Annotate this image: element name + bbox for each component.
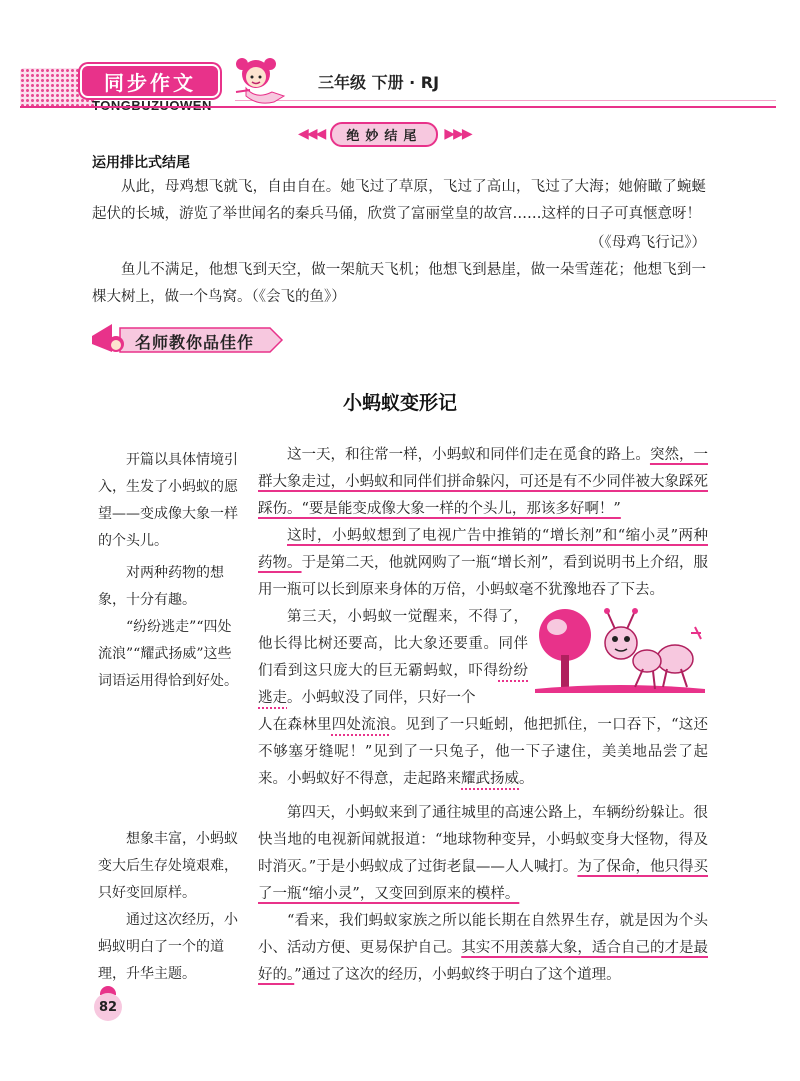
essay-paragraph-3-part-1: [258, 604, 528, 712]
essay-text: 。见到了一只蚯蚓，他把抓住，一口吞下，“这还不够塞牙缝呢！”见到了一只兔子，他一下子逮住，美美地品尝了起来。小蚂蚁好不得意，走起路来: [258, 717, 708, 787]
giant-ant-illustration: [535, 603, 705, 693]
underlined-text: 为了保命，他只得买了一瓶“缩小灵”，又变回到原来的模样。: [258, 859, 708, 902]
side-note-5: 通过这次经历，小蚂蚁明白了一个的道理，升华主题。: [98, 912, 238, 982]
series-title: 同步作文: [80, 64, 220, 98]
chevrons-left-icon: ◀◀◀: [298, 126, 325, 142]
essay-text: 。小蚂蚁没了同伴，只好一个: [287, 690, 476, 706]
technique-heading: 运用排比式结尾: [92, 155, 190, 171]
grade-label: 三年级 下册 · RJ: [318, 73, 440, 92]
essay-text: 第四天，小蚂蚁来到了通往城里的高速公路上，车辆纷纷躲让。很快当地的电视新闻就报道：“地球物种变异，小蚂蚁变身大怪物，得及时消灭。”于是小蚂蚁成了过街老鼠——人人喊打。: [258, 805, 708, 875]
essay-text: 这一天，和往常一样，小蚂蚁和同伴们走在觅食的路上。: [287, 447, 650, 463]
section-banner-label: 绝妙结尾: [330, 122, 438, 147]
essay-text: 人在森林里: [258, 717, 332, 733]
teacher-section-label: 名师教你品佳作: [135, 333, 255, 352]
underlined-text: 这时，小蚂蚁想到了电视广告中推销的“增长剂”和“缩小灵”两种药物。: [258, 528, 708, 571]
side-note-1: 开篇以具体情境引入，生发了小蚂蚁的愿望——变成像大象一样的个头儿。: [98, 452, 238, 549]
header-rule-thin: [235, 100, 776, 101]
essay-paragraph-3-part-2: [258, 712, 708, 793]
essay-paragraph-2: [258, 523, 708, 604]
essay-title: 小蚂蚁变形记: [342, 392, 457, 414]
essay-paragraph-4: [258, 800, 708, 908]
essay-paragraph-5: [258, 908, 708, 989]
essay-paragraph-1: [258, 442, 708, 523]
essay-text: “看来，我们蚂蚁家族之所以能长期在自然界生存，就是因为个头小、活动方便、更易保护自己。: [258, 913, 708, 956]
side-note-2: 对两种药物的想象，十分有趣。: [98, 565, 224, 608]
side-note-4: 想象丰富，小蚂蚁变大后生存处境艰难，只好变回原样。: [98, 831, 238, 901]
essay-text: 。: [519, 771, 534, 787]
cartoon-girl-icon: [222, 52, 292, 106]
sample-paragraph-1: 从此，母鸡想飞就飞，自由自在。她飞过了草原，飞过了高山，飞过了大海；她俯瞰了蜿蜒起伏的长城，游览了举世闻名的秦兵马俑，欣赏了富丽堂皇的故宫……这样的日子可真惬意呀！: [92, 179, 706, 222]
essay-text: 于是第二天，他就网购了一瓶“增长剂”，看到说明书上介绍，服用一瓶可以长到原来身体的万倍，小蚂蚁毫不犹豫地吞了下去。: [258, 555, 709, 598]
highlighted-word: 纷纷逃走: [258, 663, 529, 706]
underlined-text: 其实不用羡慕大象，适合自己的才是最好的。: [258, 940, 708, 983]
underlined-text: 踩伤。“要是能变成像大象一样的个头儿，那该多好啊！”: [258, 501, 621, 517]
essay-text: 第三天，小蚂蚁一觉醒来，不得了，他长得比树还要高，比大象还要重。同伴们看到这只庞大的巨无霸蚂蚁，吓得: [258, 609, 528, 679]
section-banner: [298, 122, 471, 146]
highlighted-word: 四处流浪: [331, 717, 391, 733]
essay-text: ”通过了这次的经历，小蚂蚁终于明白了这个道理。: [294, 967, 621, 983]
header-rule: [20, 106, 776, 108]
highlighted-word: 耀武扬威: [461, 771, 519, 787]
underlined-text: 突然，一群大象走过，小蚂蚁和同伴们拼命躲闪，可还是有不少同伴被大象踩死: [258, 447, 709, 490]
chevrons-right-icon: ▶▶▶: [444, 126, 471, 142]
page-number: 82: [94, 993, 122, 1021]
sample-source-1: （《母鸡飞行记》）: [590, 235, 706, 251]
sample-paragraph-2: 鱼儿不满足，他想飞到天空，做一架航天飞机；他想飞到悬崖，做一朵雪莲花；他想飞到一棵大树上，做一个鸟窝。（《会飞的鱼》）: [92, 262, 706, 305]
side-note-3: “纷纷逃走”“四处流浪”“耀武扬威”这些词语运用得恰到好处。: [98, 619, 238, 689]
